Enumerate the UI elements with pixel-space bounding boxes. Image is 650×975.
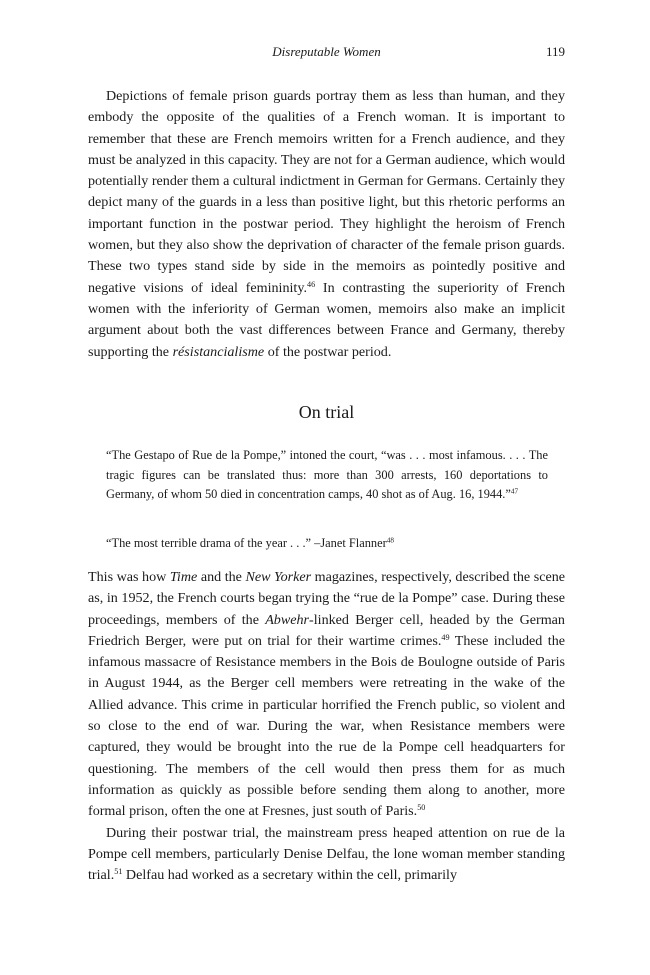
footnote-ref-46: 46 bbox=[307, 279, 316, 289]
epigraph-quote-gestapo: “The Gestapo of Rue de la Pompe,” intoned the court, “was . . . most infamous. . . . The tragic figures can be translated thus: more than 300 arrests, 160 deportations to Germany, of whom 50 died in concentration camps, 40 shot as of Aug. 16, 1944.”$^{47}$ bbox=[106, 448, 548, 501]
footnote-ref-47: 47 bbox=[510, 487, 519, 496]
section-heading: On trial bbox=[298, 402, 355, 422]
footnote-ref-48: 48 bbox=[386, 536, 394, 545]
epigraph-quote-flanner: “The most terrible drama of the year . . .” –Janet Flanner$^{48}$ bbox=[106, 536, 394, 550]
running-head bbox=[88, 44, 565, 64]
book-page bbox=[88, 0, 565, 975]
paragraph-press-attention: During their postwar trial, the mainstream press heaped attention on rue de la Pompe cell members, particularly Denise Delfau, the lone woman member standing trial.$^{51}$ Delfau had worked as a secretary within the cell, primarily bbox=[88, 824, 565, 884]
footnote-ref-51: 51 bbox=[114, 867, 123, 877]
paragraph-prison-guards: Depictions of female prison guards portray them as less than human, and they embody the opposite of the qualities of a French woman. It is important to remember that these are French memoirs written for a French audience, and they must be analyzed in this capacity. They are not for a German audience, which would potentially render them a cultural indictment in German for Germans. Certainly they depict many of the guards in a less than positive light, but this rhetoric performs an important function in the postwar period. They highlight the heroism of French women, but they also show the deprivation of character of the female prison guards. These two types stand side by side in the memoirs as pointedly positive and negative visions of ideal femininity.$^{46}$ In contrasting the superiority of French women with the inferiority of German women, memoirs also make an implicit argument about both the vast differences between France and Germany, thereby supporting the résistancialisme of the postwar period. bbox=[88, 88, 565, 360]
footnote-ref-50: 50 bbox=[417, 803, 426, 813]
page-number: 119 bbox=[545, 44, 565, 59]
body-text-top bbox=[88, 86, 565, 363]
running-title: Disreputable Women bbox=[272, 44, 381, 59]
body-text-bottom bbox=[88, 567, 565, 886]
paragraph-trial-description: This was how Time and the New Yorker magazines, respectively, described the scene as, in 1952, the French courts began trying the “rue de la Pompe” case. During these proceedings, members of the Abwehr-linked Berger cell, headed by the German Friedrich Berger, were put on trial for their wartime crimes.$^{49}$ These included the infamous massacre of Resistance members in the Bois de Boulogne outside of Paris in August 1944, as the Berger cell members were retreating in the wake of the Allied advance. This crime in particular horrified the French public, so violent and so close to the end of war. During the war, when Resistance members were captured, they would be brought into the rue de la Pompe cell headquarters for questioning. The members of the cell would then press them for as much information as quickly as possible before sending them along to another, more formal prison, often the one at Fresnes, just south of Paris.$^{50}$ bbox=[88, 569, 566, 820]
footnote-ref-49: 49 bbox=[441, 632, 450, 642]
